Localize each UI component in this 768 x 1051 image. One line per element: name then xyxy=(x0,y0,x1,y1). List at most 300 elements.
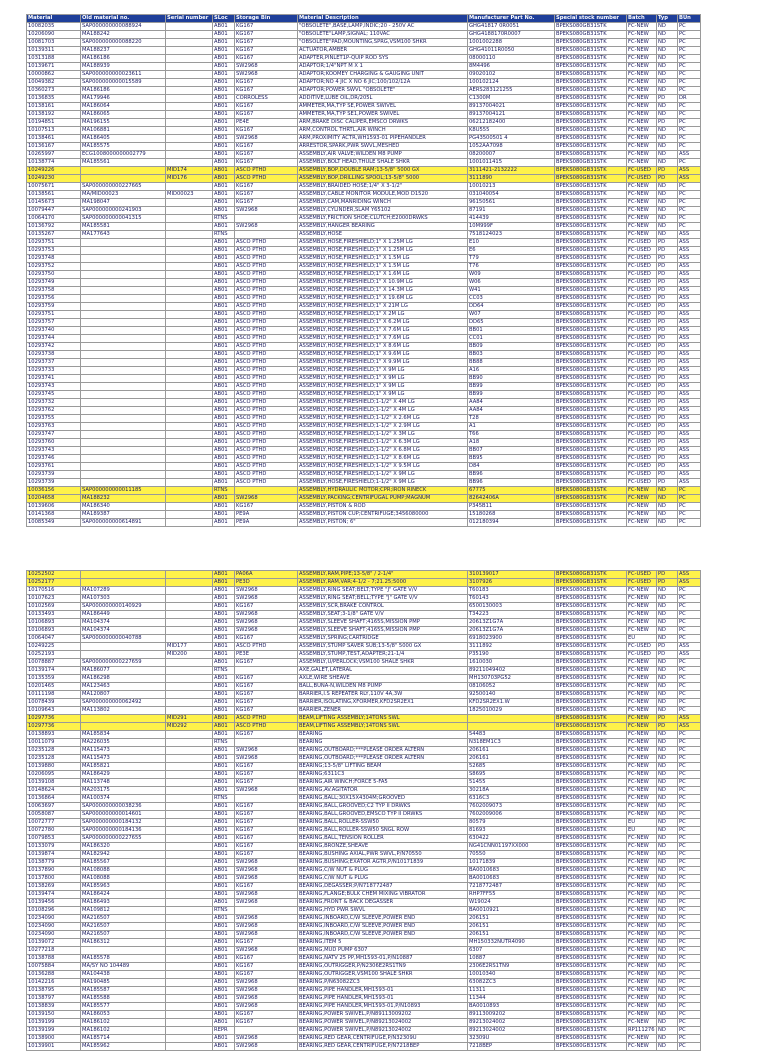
cell-material-description: ASSEMBLY,HOSE,FIRESHIELD;1" X 14.3M LG xyxy=(298,287,468,295)
table-row[interactable] xyxy=(27,431,701,439)
table-row[interactable] xyxy=(27,143,701,151)
table-row[interactable] xyxy=(27,503,701,511)
col-material[interactable]: Material xyxy=(27,15,81,23)
table-row[interactable] xyxy=(27,971,701,979)
table-row[interactable] xyxy=(27,587,701,595)
col-bun[interactable]: BUn xyxy=(678,15,701,23)
cell-typ: ND xyxy=(657,867,678,875)
cell-batch: FC-NEW xyxy=(627,519,657,527)
cell-old-material-no: MA186493 xyxy=(81,899,166,907)
cell-sloc: AB01 xyxy=(213,471,235,479)
table-row[interactable] xyxy=(27,1035,701,1043)
table-row[interactable] xyxy=(27,135,701,143)
table-row[interactable] xyxy=(27,487,701,495)
table-row[interactable] xyxy=(27,335,701,343)
table-row[interactable] xyxy=(27,127,701,135)
col-material-description[interactable]: Material Description xyxy=(298,15,468,23)
table-row[interactable] xyxy=(27,303,701,311)
table-row[interactable] xyxy=(27,463,701,471)
cell-batch: FC-NEW xyxy=(627,199,657,207)
table-row[interactable] xyxy=(27,199,701,207)
cell-material: 10079853 xyxy=(27,835,81,843)
table-row[interactable] xyxy=(27,455,701,463)
cell-special-stock-number: BPEKS080GB31STK xyxy=(555,367,627,375)
cell-serial-number xyxy=(166,611,213,619)
cell-typ: PD xyxy=(657,351,678,359)
table-row[interactable] xyxy=(27,963,701,971)
table-row[interactable] xyxy=(27,659,701,667)
cell-batch: FC-NEW xyxy=(627,811,657,819)
cell-manufacturer-part-no: T60183 xyxy=(468,587,555,595)
cell-special-stock-number: BPEKS080GB31STK xyxy=(555,571,627,579)
cell-bun: PC xyxy=(678,843,701,851)
table-row[interactable] xyxy=(27,683,701,691)
table-row[interactable] xyxy=(27,595,701,603)
cell-sloc: AB01 xyxy=(213,587,235,595)
cell-special-stock-number: BPEKS080GB31STK xyxy=(555,431,627,439)
cell-serial-number xyxy=(166,891,213,899)
table-row[interactable] xyxy=(27,359,701,367)
table-row[interactable] xyxy=(27,351,701,359)
cell-batch: FC-USED xyxy=(627,375,657,383)
table-row[interactable] xyxy=(27,103,701,111)
cell-serial-number xyxy=(166,795,213,803)
cell-typ: ND xyxy=(657,487,678,495)
table-row[interactable] xyxy=(27,867,701,875)
table-row[interactable] xyxy=(27,471,701,479)
cell-storage-bin: ASCO PTHD xyxy=(235,247,298,255)
table-row[interactable] xyxy=(27,579,701,587)
cell-serial-number xyxy=(166,595,213,603)
cell-sloc: AB01 xyxy=(213,47,235,55)
cell-material: 10249226 xyxy=(27,167,81,175)
cell-manufacturer-part-no: A18 xyxy=(468,439,555,447)
table-row[interactable] xyxy=(27,343,701,351)
cell-sloc: AB01 xyxy=(213,747,235,755)
cell-sloc: AB01 xyxy=(213,271,235,279)
table-row[interactable] xyxy=(27,691,701,699)
col-old-material-no[interactable]: Old material no. xyxy=(81,15,166,23)
table-row[interactable] xyxy=(27,859,701,867)
cell-special-stock-number: BPEKS080GB31STK xyxy=(555,47,627,55)
cell-old-material-no xyxy=(81,367,166,375)
cell-sloc: AB01 xyxy=(213,255,235,263)
table-row[interactable] xyxy=(27,643,701,651)
table-row[interactable] xyxy=(27,835,701,843)
table-row[interactable] xyxy=(27,479,701,487)
cell-special-stock-number: BPEKS080GB31STK xyxy=(555,707,627,715)
cell-material: 10138461 xyxy=(27,135,81,143)
cell-old-material-no xyxy=(81,947,166,955)
cell-batch: FC-NEW xyxy=(627,891,657,899)
table-row[interactable] xyxy=(27,495,701,503)
cell-material: 10201465 xyxy=(27,683,81,691)
table-row[interactable] xyxy=(27,215,701,223)
table-row[interactable] xyxy=(27,1003,701,1011)
cell-material: 10234090 xyxy=(27,931,81,939)
cell-batch: FC-NEW xyxy=(627,923,657,931)
table-row[interactable] xyxy=(27,391,701,399)
table-row[interactable] xyxy=(27,167,701,175)
cell-material-description: ASSEMBLY,HOSE,FIRESHIELD;1-1/2" X 9M LG xyxy=(298,471,468,479)
table-row[interactable] xyxy=(27,907,701,915)
cell-material-description: ASSEMBLY,HOSE,FIRESHIELD;1" X 10.9M LG xyxy=(298,279,468,287)
cell-serial-number xyxy=(166,755,213,763)
cell-typ: PD xyxy=(657,399,678,407)
cell-storage-bin: KG167 xyxy=(235,675,298,683)
cell-batch: FC-USED xyxy=(627,167,657,175)
table-row[interactable] xyxy=(27,55,701,63)
table-row[interactable] xyxy=(27,263,701,271)
table-row[interactable] xyxy=(27,995,701,1003)
col-batch[interactable]: Batch xyxy=(627,15,657,23)
table-row[interactable] xyxy=(27,327,701,335)
table-row[interactable] xyxy=(27,407,701,415)
table-row[interactable] xyxy=(27,71,701,79)
table-row[interactable] xyxy=(27,875,701,883)
table-row[interactable] xyxy=(27,939,701,947)
cell-old-material-no: MA186077 xyxy=(81,667,166,675)
table-row[interactable] xyxy=(27,95,701,103)
cell-special-stock-number: BPEKS080GB31STK xyxy=(555,907,627,915)
table-row[interactable] xyxy=(27,747,701,755)
cell-typ: ND xyxy=(657,763,678,771)
cell-bun: PC xyxy=(678,1035,701,1043)
cell-manufacturer-part-no: 63082ZC3 xyxy=(468,979,555,987)
cell-old-material-no: SAP000000000040788 xyxy=(81,635,166,643)
cell-old-material-no xyxy=(81,327,166,335)
table-row[interactable] xyxy=(27,635,701,643)
cell-manufacturer-part-no: NG41CNN01197XX000 xyxy=(468,843,555,851)
table-row[interactable] xyxy=(27,255,701,263)
table-row[interactable] xyxy=(27,31,701,39)
cell-batch: FC-NEW xyxy=(627,835,657,843)
cell-serial-number xyxy=(166,923,213,931)
cell-special-stock-number: BPEKS080GB31STK xyxy=(555,835,627,843)
cell-old-material-no: MA216507 xyxy=(81,931,166,939)
cell-manufacturer-part-no: T79 xyxy=(468,255,555,263)
cell-storage-bin: ASCO PTHD xyxy=(235,351,298,359)
cell-serial-number xyxy=(166,463,213,471)
cell-manufacturer-part-no: T34223 xyxy=(468,611,555,619)
table-row[interactable] xyxy=(27,779,701,787)
table-row[interactable] xyxy=(27,827,701,835)
table-row[interactable] xyxy=(27,915,701,923)
cell-sloc: AB01 xyxy=(213,827,235,835)
cell-special-stock-number: BPEKS080GB31STK xyxy=(555,71,627,79)
cell-storage-bin: KG167 xyxy=(235,763,298,771)
cell-material: 10204658 xyxy=(27,495,81,503)
cell-old-material-no: MA185834 xyxy=(81,731,166,739)
cell-storage-bin: KG167 xyxy=(235,683,298,691)
table-row[interactable] xyxy=(27,415,701,423)
cell-manufacturer-part-no: 89211049402 xyxy=(468,667,555,675)
cell-special-stock-number: BPEKS080GB31STK xyxy=(555,643,627,651)
table-row[interactable] xyxy=(27,571,701,579)
cell-serial-number xyxy=(166,627,213,635)
table-row[interactable] xyxy=(27,755,701,763)
table-row[interactable] xyxy=(27,119,701,127)
cell-typ: PD xyxy=(657,651,678,659)
table-row[interactable] xyxy=(27,423,701,431)
cell-material-description: BEARING,BALL,GROOVED;C2 TYP II DRWKS xyxy=(298,803,468,811)
table-row[interactable] xyxy=(27,955,701,963)
cell-bun: ASS xyxy=(678,151,701,159)
cell-old-material-no: MA185577 xyxy=(81,1003,166,1011)
cell-sloc: AB01 xyxy=(213,463,235,471)
table-row[interactable] xyxy=(27,787,701,795)
table-row[interactable] xyxy=(27,651,701,659)
cell-bun: PC xyxy=(678,699,701,707)
table-row[interactable] xyxy=(27,987,701,995)
col-manufacturer-part-no[interactable]: Manufacturer Part No. xyxy=(468,15,555,23)
col-typ[interactable]: Typ xyxy=(657,15,678,23)
table-row[interactable] xyxy=(27,159,701,167)
cell-sloc: AB01 xyxy=(213,159,235,167)
cell-serial-number xyxy=(166,763,213,771)
cell-serial-number xyxy=(166,707,213,715)
table-row[interactable] xyxy=(27,63,701,71)
cell-batch: FC-NEW xyxy=(627,987,657,995)
inventory-sheet-bottom xyxy=(26,570,700,1051)
table-row[interactable] xyxy=(27,811,701,819)
table-row[interactable] xyxy=(27,239,701,247)
cell-sloc: AB01 xyxy=(213,23,235,31)
table-row[interactable] xyxy=(27,899,701,907)
cell-serial-number xyxy=(166,619,213,627)
cell-storage-bin: KG167 xyxy=(235,883,298,891)
table-row[interactable] xyxy=(27,79,701,87)
cell-manufacturer-part-no: 32309U xyxy=(468,1035,555,1043)
table-row[interactable] xyxy=(27,511,701,519)
table-row[interactable] xyxy=(27,247,701,255)
table-row[interactable] xyxy=(27,1027,701,1035)
table-row[interactable] xyxy=(27,375,701,383)
cell-sloc: AB01 xyxy=(213,423,235,431)
cell-special-stock-number: BPEKS080GB31STK xyxy=(555,135,627,143)
cell-storage-bin: ASCO PTHD xyxy=(235,391,298,399)
table-row[interactable] xyxy=(27,851,701,859)
cell-typ: ND xyxy=(657,587,678,595)
table-row[interactable] xyxy=(27,295,701,303)
cell-special-stock-number: BPEKS080GB31STK xyxy=(555,335,627,343)
cell-material: 10235128 xyxy=(27,755,81,763)
col-special-stock-number[interactable]: Special stock number xyxy=(555,15,627,23)
cell-material: 10293745 xyxy=(27,391,81,399)
cell-sloc: AB01 xyxy=(213,175,235,183)
table-row[interactable] xyxy=(27,287,701,295)
table-row[interactable] xyxy=(27,723,701,731)
table-row[interactable] xyxy=(27,819,701,827)
cell-storage-bin: ASCO PTHD xyxy=(235,447,298,455)
table-row[interactable] xyxy=(27,519,701,527)
cell-material-description: BEARING;6311C3 xyxy=(298,771,468,779)
table-row[interactable] xyxy=(27,319,701,327)
cell-serial-number xyxy=(166,503,213,511)
cell-manufacturer-part-no: T28 xyxy=(468,415,555,423)
table-row[interactable] xyxy=(27,223,701,231)
cell-bun: PC xyxy=(678,1027,701,1035)
cell-serial-number xyxy=(166,303,213,311)
cell-batch: FC-NEW xyxy=(627,183,657,191)
cell-serial-number xyxy=(166,947,213,955)
table-row[interactable] xyxy=(27,611,701,619)
table-row[interactable] xyxy=(27,627,701,635)
cell-material-description: BEARING,C/W NUT & PLUG xyxy=(298,867,468,875)
cell-serial-number xyxy=(166,955,213,963)
table-row[interactable] xyxy=(27,763,701,771)
table-row[interactable] xyxy=(27,111,701,119)
table-row[interactable] xyxy=(27,207,701,215)
table-row[interactable] xyxy=(27,931,701,939)
cell-manufacturer-part-no: 7218BEP xyxy=(468,1043,555,1051)
table-row[interactable] xyxy=(27,923,701,931)
table-row[interactable] xyxy=(27,439,701,447)
cell-material-description: BEARING,OUTRIGGER,P/N2306E2RS1TN9 xyxy=(298,963,468,971)
table-row[interactable] xyxy=(27,707,701,715)
cell-sloc: AB01 xyxy=(213,763,235,771)
cell-serial-number xyxy=(166,987,213,995)
cell-special-stock-number: BPEKS080GB31STK xyxy=(555,55,627,63)
cell-storage-bin: KG167 xyxy=(235,955,298,963)
cell-batch: FC-NEW xyxy=(627,231,657,239)
col-serial-number[interactable]: Serial number xyxy=(166,15,213,23)
cell-storage-bin: ASCO PTHD xyxy=(235,367,298,375)
cell-old-material-no: MA186186 xyxy=(81,87,166,95)
cell-manufacturer-part-no: T76 xyxy=(468,263,555,271)
cell-batch: FC-NEW xyxy=(627,787,657,795)
table-row[interactable] xyxy=(27,947,701,955)
table-row[interactable] xyxy=(27,39,701,47)
cell-material: 10360273 xyxy=(27,87,81,95)
cell-manufacturer-part-no: AA84 xyxy=(468,407,555,415)
table-row[interactable] xyxy=(27,803,701,811)
cell-material-description: "OBSOLETE"LAMP,SIGNAL; 110VAC xyxy=(298,31,468,39)
cell-special-stock-number: BPEKS080GB31STK xyxy=(555,899,627,907)
table-row[interactable] xyxy=(27,271,701,279)
cell-material: 10139108 xyxy=(27,779,81,787)
table-row[interactable] xyxy=(27,1011,701,1019)
table-row[interactable] xyxy=(27,191,701,199)
cell-typ: ND xyxy=(657,803,678,811)
table-row[interactable] xyxy=(27,619,701,627)
cell-manufacturer-part-no: GHG41011R0050 xyxy=(468,47,555,55)
cell-typ: PD xyxy=(657,471,678,479)
table-row[interactable] xyxy=(27,231,701,239)
cell-batch: FC-USED xyxy=(627,651,657,659)
col-storage-bin[interactable]: Storage Bin xyxy=(235,15,298,23)
table-row[interactable] xyxy=(27,175,701,183)
table-row[interactable] xyxy=(27,675,701,683)
table-row[interactable] xyxy=(27,399,701,407)
cell-material-description: ASSEMBLY,RAM,PIPE;13-5/8" / 2-1/4" xyxy=(298,571,468,579)
cell-bun: PC xyxy=(678,819,701,827)
table-row[interactable] xyxy=(27,383,701,391)
table-row[interactable] xyxy=(27,667,701,675)
cell-serial-number xyxy=(166,343,213,351)
cell-batch: FC-NEW xyxy=(627,207,657,215)
cell-typ: ND xyxy=(657,1043,678,1051)
cell-material-description: BEARING;13-5/8" LIFTING BEAM xyxy=(298,763,468,771)
cell-sloc: AB01 xyxy=(213,207,235,215)
table-row[interactable] xyxy=(27,699,701,707)
cell-storage-bin: KG167 xyxy=(235,971,298,979)
cell-special-stock-number: BPEKS080GB31STK xyxy=(555,819,627,827)
cell-old-material-no: MA226035 xyxy=(81,739,166,747)
table-row[interactable] xyxy=(27,795,701,803)
cell-manufacturer-part-no: A1 xyxy=(468,423,555,431)
cell-storage-bin xyxy=(235,487,298,495)
table-row[interactable] xyxy=(27,771,701,779)
cell-material-description: BEARING xyxy=(298,731,468,739)
cell-batch: FC-USED xyxy=(627,407,657,415)
table-row[interactable] xyxy=(27,715,701,723)
table-row[interactable] xyxy=(27,183,701,191)
cell-manufacturer-part-no: T66 xyxy=(468,431,555,439)
cell-batch: FC-NEW xyxy=(627,119,657,127)
table-row[interactable] xyxy=(27,447,701,455)
cell-material-description: BEAM,LIFTING ASSEMBLY;14TONS SWL xyxy=(298,723,468,731)
table-row[interactable] xyxy=(27,47,701,55)
table-row[interactable] xyxy=(27,979,701,987)
table-row[interactable] xyxy=(27,843,701,851)
table-row[interactable] xyxy=(27,279,701,287)
table-row[interactable] xyxy=(27,1043,701,1051)
table-row[interactable] xyxy=(27,883,701,891)
cell-batch: FC-NEW xyxy=(627,707,657,715)
table-row[interactable] xyxy=(27,603,701,611)
cell-sloc: AB01 xyxy=(213,79,235,87)
cell-sloc: AB01 xyxy=(213,867,235,875)
cell-sloc: AB01 xyxy=(213,891,235,899)
cell-special-stock-number: BPEKS080GB31STK xyxy=(555,1019,627,1027)
cell-batch: FC-NEW xyxy=(627,803,657,811)
cell-sloc: AB01 xyxy=(213,915,235,923)
cell-manufacturer-part-no: 1001011415 xyxy=(468,159,555,167)
cell-bun: ASS xyxy=(678,439,701,447)
table-row[interactable] xyxy=(27,311,701,319)
cell-typ: ND xyxy=(657,511,678,519)
cell-material: 10138192 xyxy=(27,111,81,119)
cell-bun: PC xyxy=(678,199,701,207)
col-sloc[interactable]: SLoc xyxy=(213,15,235,23)
cell-bun: ASS xyxy=(678,571,701,579)
table-row[interactable] xyxy=(27,891,701,899)
cell-storage-bin: SW2968 xyxy=(235,923,298,931)
cell-material-description: ARM,CONTROL THRTL,AIR WINCH xyxy=(298,127,468,135)
cell-sloc: AB01 xyxy=(213,335,235,343)
cell-manufacturer-part-no: BA0010683 xyxy=(468,875,555,883)
cell-sloc: AB01 xyxy=(213,683,235,691)
cell-batch: FC-USED xyxy=(627,263,657,271)
cell-storage-bin: PE3D xyxy=(235,579,298,587)
cell-old-material-no xyxy=(81,383,166,391)
table-row[interactable] xyxy=(27,367,701,375)
table-row[interactable] xyxy=(27,87,701,95)
table-row[interactable] xyxy=(27,23,701,31)
table-row[interactable] xyxy=(27,739,701,747)
cell-manufacturer-part-no: PG43500501 4 xyxy=(468,135,555,143)
cell-typ: ND xyxy=(657,731,678,739)
cell-sloc: AB01 xyxy=(213,151,235,159)
table-row[interactable] xyxy=(27,151,701,159)
cell-special-stock-number: BPEKS080GB31STK xyxy=(555,619,627,627)
table-row[interactable] xyxy=(27,731,701,739)
cell-material-description: ASSEMBLY,HOSE,FIRESHIELD;1-1/2" X 4M LG xyxy=(298,399,468,407)
cell-typ: PD xyxy=(657,271,678,279)
table-row[interactable] xyxy=(27,1019,701,1027)
cell-material: 10297736 xyxy=(27,723,81,731)
